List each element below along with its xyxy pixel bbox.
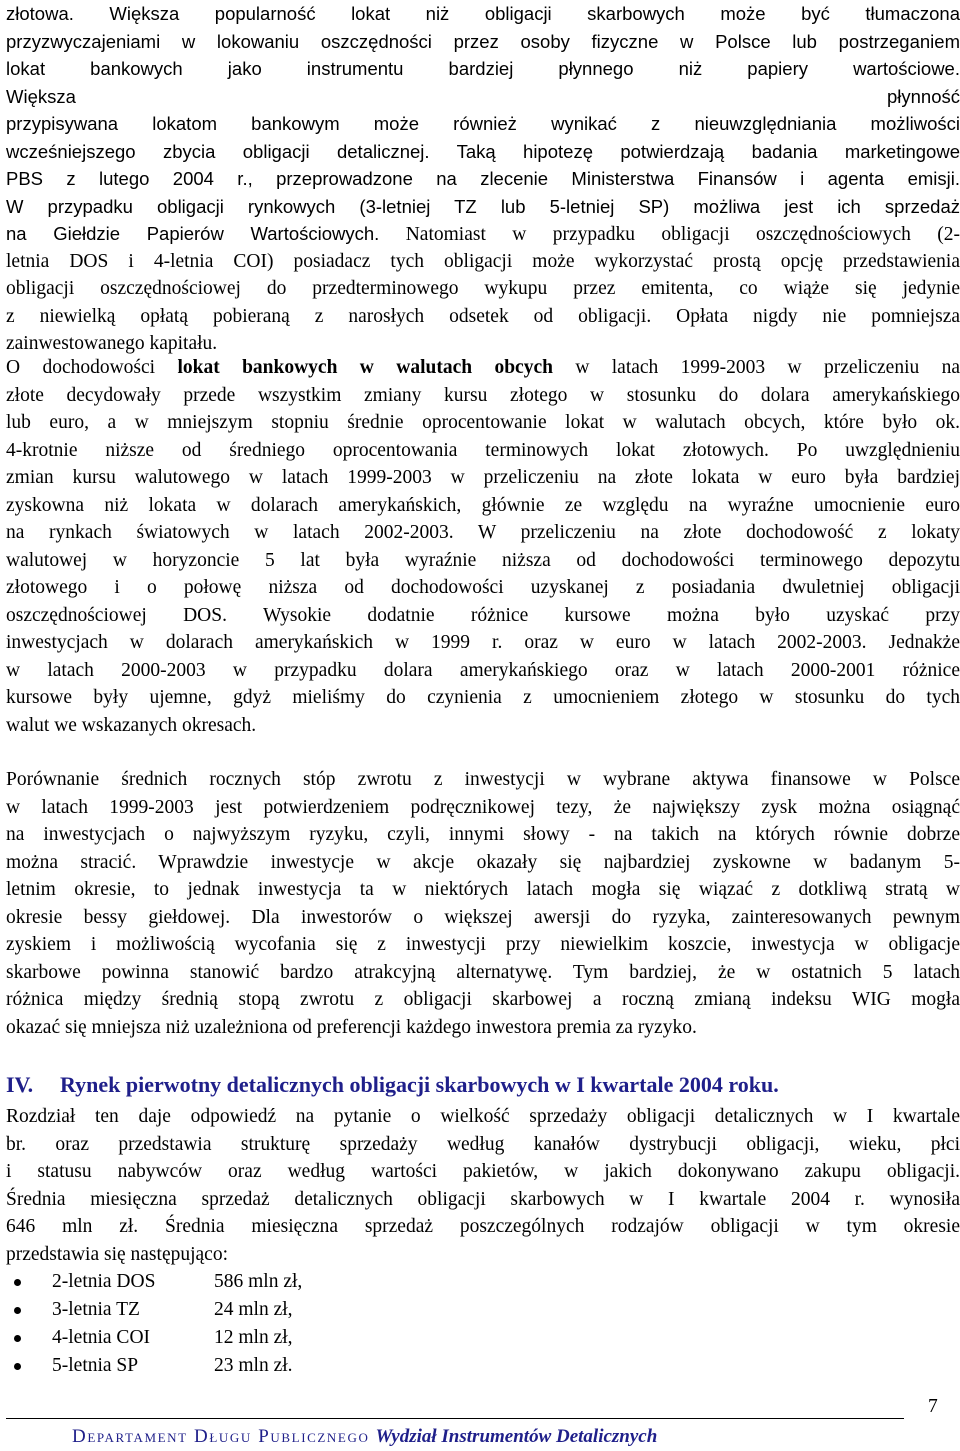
text-line <box>6 0 960 28</box>
text-line <box>6 904 960 932</box>
text-segment: Większa płynność <box>6 85 960 107</box>
text-segment: okresie bessy giełdowej. Dla inwestorów o większej awersji do ryzyka, zainteresowanych pewnym <box>6 906 960 928</box>
footer-division: Wydział Instrumentów Detalicznych <box>375 1426 658 1447</box>
text-line <box>6 437 960 465</box>
text-line <box>6 83 960 111</box>
text-line <box>6 794 960 822</box>
footer <box>72 1424 657 1450</box>
text-segment: przyzwyczajeniami w lokowaniu oszczędności przez osoby fizyczne w Polsce lub postrzeganiem <box>6 30 960 52</box>
bullet-icon <box>14 1363 21 1370</box>
list-item <box>6 1296 506 1324</box>
text-line <box>6 464 960 492</box>
text-line <box>6 492 960 520</box>
text-segment: PBS z lutego 2004 r., przeprowadzone na zlecenie Ministerstwa Finansów i agenta emisji. <box>6 168 960 189</box>
text-segment: złote decydowały przede wszystkim zmiany kursu złotego w stosunku do dolara amerykańskiego <box>6 384 960 406</box>
text-line <box>6 110 960 138</box>
text-segment: zainwestowanego kapitału. <box>6 333 218 354</box>
list-item <box>6 1352 506 1380</box>
text-line <box>6 382 960 410</box>
text-segment: kursowe były ujemne, gdyż mieliśmy do czynienia z umocnieniem złotego w stosunku do tych <box>6 687 960 708</box>
page-number: 7 <box>928 1396 938 1417</box>
text-segment: i statusu nabywców oraz według wartości pakietów, w jakich dokonywano zakupu obligacji. <box>6 1161 960 1182</box>
text-line <box>6 28 960 56</box>
bond-amount: 23 mln zł. <box>214 1355 293 1376</box>
text-segment: zmian kursu walutowego w latach 1999-2003 w przeliczeniu na złote lokata w euro była bardziej <box>6 467 960 488</box>
text-line <box>6 138 960 166</box>
text-line <box>6 712 960 740</box>
text-segment: Porównanie średnich rocznych stóp zwrotu z inwestycji w wybrane aktywa finansowe w Polsce <box>6 769 960 790</box>
text-segment: letnim okresie, to jednak inwestycja ta w niektórych latach mogła się wiązać z dotkliwą stratą w <box>6 879 960 900</box>
text-line <box>6 248 960 276</box>
text-line <box>6 303 960 331</box>
bond-name: 4-letnia COI <box>52 1327 151 1348</box>
bond-amount: 586 mln zł, <box>214 1271 303 1292</box>
paragraph-sales-overview <box>6 1103 960 1268</box>
text-segment: na rynkach światowych w latach 2002-2003. W przeliczeniu na złote dochodowość z lokaty <box>6 522 960 543</box>
text-segment: na inwestycjach o najwyższym ryzyku, czyli, innymi słowy - na takich na których równie dobrze <box>6 824 960 845</box>
text-segment: lokat bankowych jako instrumentu bardziej płynnego niż papiery wartościowe. <box>6 58 960 79</box>
text-segment: różnica między średnią stopą zwrotu z obligacji skarbowej a roczną zmianą indeksu WIG mogła <box>6 989 960 1010</box>
text-segment: wcześniejszego zbycia obligacji detalicznej. Taką hipotezę potwierdzają badania marketingowe <box>6 140 960 162</box>
text-line <box>6 1103 960 1131</box>
bond-name: 3-letnia TZ <box>52 1299 140 1320</box>
text-segment: inwestycjach w dolarach amerykańskich w 1999 r. oraz w euro w latach 2002-2003. Jednakże <box>6 632 960 653</box>
text-segment: przypisywana lokatom bankowym może również wynikać z nieuwzględniania możliwości <box>6 113 960 134</box>
text-line <box>6 1014 960 1042</box>
text-segment: walut we wskazanych okresach. <box>6 714 257 736</box>
bond-name: 5-letnia SP <box>52 1355 139 1376</box>
paragraph-savings-liquidity <box>6 0 960 358</box>
section-number: IV. <box>6 1072 34 1097</box>
bond-amount: 24 mln zł, <box>214 1299 293 1320</box>
text-line <box>6 220 960 248</box>
text-segment: lub euro, a w mniejszym stopniu średnie oprocentowanie lokat w walutach obcych, które było ok. <box>6 412 960 433</box>
text-line <box>6 1213 960 1241</box>
text-line <box>6 602 960 630</box>
section-heading <box>6 1072 960 1102</box>
footer-divider <box>6 1418 904 1419</box>
text-segment: okazać się mniejsza niż uzależniona od preferencji każdego inwestora premia za ryzyko. <box>6 1016 697 1038</box>
text-segment: oszczędnościowej DOS. Wysokie dodatnie różnice kursowe można było uzyskać przy <box>6 604 960 626</box>
bold-phrase: lokat bankowych w walutach obcych <box>177 357 553 378</box>
text-segment: Średnia miesięczna sprzedaż detalicznych obligacji skarbowych w I kwartale 2004 r. wynosiła <box>6 1188 960 1210</box>
section-title: Rynek pierwotny detalicznych obligacji skarbowych w I kwartale 2004 roku. <box>60 1072 779 1097</box>
footer-department: Departament Długu Publicznego <box>72 1426 370 1447</box>
text-line <box>6 657 960 685</box>
text-line <box>6 959 960 987</box>
text-line <box>6 629 960 657</box>
text-line <box>6 409 960 437</box>
text-line <box>6 519 960 547</box>
text-segment: z niewielką opłatą pobieraną z narosłych odsetek od obligacji. Opłata nigdy nie pomniejsza <box>6 305 960 327</box>
text-line <box>6 1131 960 1159</box>
text-segment: O dochodowości <box>6 357 178 378</box>
text-segment: na Giełdzie Papierów Wartościowych. <box>6 223 380 244</box>
text-segment: walutowej w horyzoncie 5 lat była wyraźnie niższa od dochodowości terminowego depozytu <box>6 549 960 571</box>
text-line <box>6 55 960 83</box>
text-segment: W przypadku obligacji rynkowych (3-letniej TZ lub 5-letniej SP) możliwa jest ich sprzedaż <box>6 195 960 217</box>
text-segment: skarbowe powinna stanowić bardzo atrakcyjną alternatywę. Tym bardziej, że w ostatnich 5 latach <box>6 961 960 983</box>
text-line <box>6 931 960 959</box>
text-segment: w latach 2000-2003 w przypadku dolara amerykańskiego oraz w latach 2000-2001 różnice <box>6 659 960 681</box>
text-line <box>6 766 960 794</box>
text-line <box>6 574 960 602</box>
text-line <box>6 165 960 193</box>
text-segment: w latach 1999-2003 w przeliczeniu na <box>552 357 960 378</box>
bullet-icon <box>14 1307 21 1314</box>
text-segment: przedstawia się następująco: <box>6 1243 228 1265</box>
text-line <box>6 193 960 221</box>
bond-amount: 12 mln zł, <box>214 1327 293 1348</box>
text-line <box>6 849 960 877</box>
text-line <box>6 821 960 849</box>
text-line <box>6 1241 960 1269</box>
list-item <box>6 1324 506 1352</box>
text-segment: 4-krotnie niższe od średniego oprocentowania terminowych lokat złotowych. Po uwzględnieniu <box>6 439 960 461</box>
text-line <box>6 684 960 712</box>
bond-sales-list <box>6 1268 506 1380</box>
text-segment: złotowa. Większa popularność lokat niż obligacji skarbowych może być tłumaczona <box>6 3 960 24</box>
text-line <box>6 986 960 1014</box>
text-segment: obligacji oszczędnościowej do przedterminowego wykupu przez emitenta, co wiąże się jedynie <box>6 278 960 299</box>
text-line <box>6 876 960 904</box>
text-line <box>6 547 960 575</box>
text-segment: Natomiast w przypadku obligacji oszczędnościowych (2- <box>379 224 960 245</box>
text-line <box>6 1186 960 1214</box>
text-line <box>6 275 960 303</box>
text-segment: letnia DOS i 4-letnia COI) posiadacz tych obligacji może wykorzystać prostą opcję przedstawienia <box>6 250 960 272</box>
bond-name: 2-letnia DOS <box>52 1271 156 1292</box>
paragraph-returns-comparison <box>6 766 960 1041</box>
text-segment: 646 mln zł. Średnia miesięczna sprzedaż poszczególnych rodzajów obligacji w tym okresie <box>6 1216 960 1237</box>
text-segment: złotowego i o połowę niższa od dochodowości uzyskanej z posiadania dwuletniej obligacji <box>6 577 960 598</box>
text-segment: br. oraz przedstawia strukturę sprzedaży według kanałów dystrybucji obligacji, wieku, płci <box>6 1133 960 1155</box>
bullet-icon <box>14 1279 21 1286</box>
bullet-icon <box>14 1335 21 1342</box>
text-segment: można stracić. Wprawdzie inwestycje w akcje okazały się najbardziej zyskowne w badanym 5- <box>6 851 960 873</box>
text-segment: zyskowna niż lokata w dolarach amerykańskich, głównie ze względu na wyraźne umocnienie euro <box>6 494 960 516</box>
text-line <box>6 1158 960 1186</box>
list-item <box>6 1268 506 1296</box>
text-segment: zyskiem i możliwością wycofania się z inwestycji przy niewielkim koszcie, inwestycja w obligacje <box>6 934 960 955</box>
text-segment: w latach 1999-2003 jest potwierdzeniem podręcznikowej tezy, że największy zysk można osiągnąć <box>6 796 960 818</box>
text-line <box>6 354 960 382</box>
text-segment: Rozdział ten daje odpowiedź na pytanie o wielkość sprzedaży obligacji detalicznych w I kwartale <box>6 1106 960 1127</box>
paragraph-foreign-currency-deposits <box>6 354 960 739</box>
